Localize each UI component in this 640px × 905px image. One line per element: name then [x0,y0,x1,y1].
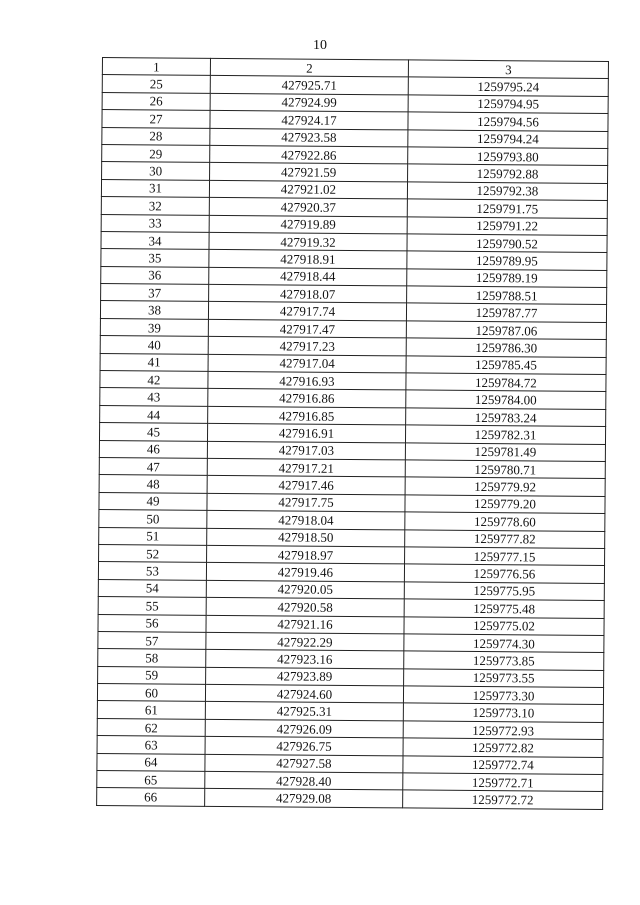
y-coordinate-cell: 1259794.95 [408,95,608,114]
y-coordinate-cell: 1259775.95 [404,582,604,601]
point-number-cell: 61 [97,701,205,719]
point-number-cell: 57 [98,631,206,649]
table-body [97,75,609,809]
x-coordinate-cell: 427917.74 [208,302,406,321]
y-coordinate-cell: 1259780.71 [405,460,605,479]
x-coordinate-cell: 427923.58 [210,128,408,147]
point-number-cell: 66 [97,788,205,806]
y-coordinate-cell: 1259772.72 [403,790,603,809]
point-number-cell: 35 [101,249,209,267]
point-number-cell: 62 [97,718,205,736]
x-coordinate-cell: 427916.85 [208,406,406,425]
y-coordinate-cell: 1259794.24 [408,129,608,148]
y-coordinate-cell: 1259795.24 [408,77,608,96]
x-coordinate-cell: 427923.16 [206,650,404,669]
point-number-cell: 33 [101,214,209,232]
x-coordinate-cell: 427917.47 [208,319,406,338]
point-number-cell: 36 [101,266,209,284]
point-number-cell: 30 [102,162,210,180]
x-coordinate-cell: 427924.60 [205,684,403,703]
x-coordinate-cell: 427921.16 [206,615,404,634]
x-coordinate-cell: 427924.99 [210,93,408,112]
page-number: 10 [313,38,327,53]
point-number-cell: 34 [101,231,209,249]
x-coordinate-cell: 427920.37 [209,197,407,216]
point-number-cell: 38 [100,301,208,319]
point-number-cell: 28 [102,127,210,145]
y-coordinate-cell: 1259781.49 [405,442,605,461]
point-number-cell: 64 [97,753,205,771]
x-coordinate-cell: 427918.04 [207,510,405,529]
y-coordinate-cell: 1259791.22 [407,216,607,235]
x-coordinate-cell: 427917.23 [208,337,406,356]
y-coordinate-cell: 1259782.31 [405,425,605,444]
y-coordinate-cell: 1259773.10 [403,703,603,722]
y-coordinate-cell: 1259789.19 [407,269,607,288]
y-coordinate-cell: 1259794.56 [408,112,608,131]
point-number-cell: 39 [100,318,208,336]
point-number-cell: 27 [102,110,210,128]
y-coordinate-cell: 1259774.30 [404,634,604,653]
y-coordinate-cell: 1259773.85 [404,651,604,670]
point-number-cell: 43 [100,388,208,406]
y-coordinate-cell: 1259787.77 [406,303,606,322]
x-coordinate-cell: 427916.91 [207,424,405,443]
y-coordinate-cell: 1259791.75 [407,199,607,218]
x-coordinate-cell: 427919.46 [206,563,404,582]
y-coordinate-cell: 1259785.45 [406,356,606,375]
x-coordinate-cell: 427917.46 [207,476,405,495]
y-coordinate-cell: 1259772.71 [403,773,603,792]
x-coordinate-cell: 427918.44 [209,267,407,286]
y-coordinate-cell: 1259772.82 [403,738,603,757]
point-number-cell: 51 [99,527,207,545]
x-coordinate-cell: 427919.32 [209,232,407,251]
x-coordinate-cell: 427918.07 [209,284,407,303]
y-coordinate-cell: 1259772.74 [403,756,603,775]
point-number-cell: 50 [99,510,207,528]
point-number-cell: 40 [100,336,208,354]
x-coordinate-cell: 427918.50 [207,528,405,547]
point-number-cell: 37 [101,284,209,302]
point-number-cell: 55 [98,597,206,615]
point-number-cell: 49 [99,492,207,510]
column-header-2: 2 [210,58,408,77]
y-coordinate-cell: 1259792.38 [407,182,607,201]
y-coordinate-cell: 1259792.88 [408,164,608,183]
point-number-cell: 31 [101,179,209,197]
column-header-3: 3 [408,60,608,79]
coordinates-table-container [96,57,608,810]
point-number-cell: 46 [99,440,207,458]
y-coordinate-cell: 1259772.93 [403,721,603,740]
y-coordinate-cell: 1259789.95 [407,251,607,270]
y-coordinate-cell: 1259777.82 [405,529,605,548]
y-coordinate-cell: 1259775.48 [404,599,604,618]
x-coordinate-cell: 427928.40 [205,771,403,790]
x-coordinate-cell: 427918.91 [209,250,407,269]
x-coordinate-cell: 427922.86 [210,145,408,164]
point-number-cell: 60 [97,684,205,702]
x-coordinate-cell: 427927.58 [205,754,403,773]
y-coordinate-cell: 1259776.56 [404,564,604,583]
x-coordinate-cell: 427922.29 [206,632,404,651]
x-coordinate-cell: 427921.59 [210,163,408,182]
x-coordinate-cell: 427916.93 [208,371,406,390]
y-coordinate-cell: 1259777.15 [405,547,605,566]
point-number-cell: 25 [102,75,210,93]
x-coordinate-cell: 427920.05 [206,580,404,599]
x-coordinate-cell: 427926.09 [205,719,403,738]
y-coordinate-cell: 1259793.80 [408,147,608,166]
y-coordinate-cell: 1259779.92 [405,477,605,496]
point-number-cell: 54 [98,579,206,597]
x-coordinate-cell: 427917.04 [208,354,406,373]
x-coordinate-cell: 427916.86 [208,389,406,408]
point-number-cell: 48 [99,475,207,493]
x-coordinate-cell: 427925.31 [205,702,403,721]
point-number-cell: 52 [99,544,207,562]
y-coordinate-cell: 1259788.51 [407,286,607,305]
table-row [97,788,603,809]
point-number-cell: 44 [100,405,208,423]
x-coordinate-cell: 427923.89 [206,667,404,686]
column-header-1: 1 [102,58,210,76]
y-coordinate-cell: 1259773.30 [403,686,603,705]
point-number-cell: 63 [97,736,205,754]
coordinates-table [96,57,609,810]
x-coordinate-cell: 427924.17 [210,111,408,130]
x-coordinate-cell: 427919.89 [209,215,407,234]
x-coordinate-cell: 427917.75 [207,493,405,512]
y-coordinate-cell: 1259783.24 [406,408,606,427]
y-coordinate-cell: 1259784.72 [406,373,606,392]
point-number-cell: 56 [98,614,206,632]
point-number-cell: 26 [102,92,210,110]
y-coordinate-cell: 1259775.02 [404,616,604,635]
y-coordinate-cell: 1259779.20 [405,495,605,514]
point-number-cell: 32 [101,197,209,215]
y-coordinate-cell: 1259787.06 [406,321,606,340]
y-coordinate-cell: 1259790.52 [407,234,607,253]
y-coordinate-cell: 1259784.00 [406,390,606,409]
x-coordinate-cell: 427929.08 [205,789,403,808]
y-coordinate-cell: 1259773.55 [404,669,604,688]
point-number-cell: 59 [98,666,206,684]
y-coordinate-cell: 1259786.30 [406,338,606,357]
x-coordinate-cell: 427926.75 [205,737,403,756]
point-number-cell: 29 [102,144,210,162]
x-coordinate-cell: 427917.03 [207,441,405,460]
point-number-cell: 47 [99,457,207,475]
point-number-cell: 41 [100,353,208,371]
x-coordinate-cell: 427917.21 [207,458,405,477]
x-coordinate-cell: 427920.58 [206,597,404,616]
y-coordinate-cell: 1259778.60 [405,512,605,531]
x-coordinate-cell: 427921.02 [209,180,407,199]
point-number-cell: 53 [98,562,206,580]
x-coordinate-cell: 427918.97 [207,545,405,564]
point-number-cell: 42 [100,371,208,389]
point-number-cell: 45 [99,423,207,441]
x-coordinate-cell: 427925.71 [210,76,408,95]
point-number-cell: 65 [97,770,205,788]
point-number-cell: 58 [98,649,206,667]
